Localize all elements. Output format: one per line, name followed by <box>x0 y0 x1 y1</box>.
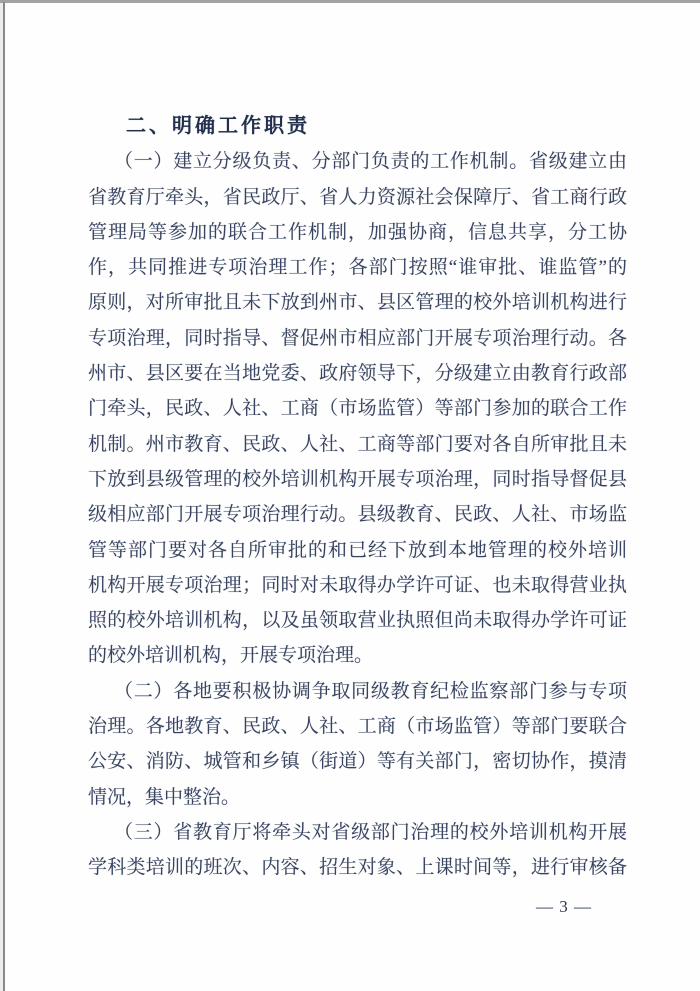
body-line: 级相应部门开展专项治理行动。县级教育、民政、人社、市场监 <box>88 504 627 526</box>
body-line: 照的校外培训机构，以及虽领取营业执照但尚未取得办学许可证 <box>88 610 627 632</box>
body-line: 省教育厅牵头，省民政厅、省人力资源社会保障厅、省工商行政 <box>88 186 627 208</box>
body-line: 公安、消防、城管和乡镇（街道）等有关部门，密切协作，摸清 <box>88 751 627 773</box>
body-line: 管等部门要对各自所审批的和已经下放到本地管理的校外培训 <box>88 539 627 561</box>
section-heading: 二、明确工作职责 <box>126 115 310 137</box>
document-body <box>88 109 627 886</box>
body-line: 治理。各地教育、民政、人社、工商（市场监管）等部门要联合 <box>88 716 627 738</box>
body-line: 机构开展专项治理；同时对未取得办学许可证、也未取得营业执 <box>88 574 627 596</box>
body-line: 管理局等参加的联合工作机制，加强协商，信息共享，分工协 <box>88 221 627 243</box>
scan-edge-top <box>0 0 700 3</box>
body-line: 专项治理，同时指导、督促州市相应部门开展专项治理行动。各 <box>88 327 627 349</box>
body-line: 门牵头，民政、人社、工商（市场监管）等部门参加的联合工作 <box>88 398 627 420</box>
body-line: 作，共同推进专项治理工作；各部门按照“谁审批、谁监管”的 <box>88 257 627 279</box>
page-number: — 3 — <box>536 897 592 916</box>
body-line: 学科类培训的班次、内容、招生对象、上课时间等，进行审核备 <box>88 857 627 879</box>
body-line: （二）各地要积极协调争取同级教育纪检监察部门参与专项 <box>114 680 627 702</box>
body-line: （三）省教育厅将牵头对省级部门治理的校外培训机构开展 <box>114 821 627 843</box>
body-line: 的校外培训机构，开展专项治理。 <box>88 645 374 667</box>
body-line: 情况，集中整治。 <box>88 786 241 808</box>
body-line: 州市、县区要在当地党委、政府领导下，分级建立由教育行政部 <box>88 363 627 385</box>
body-line: 下放到县级管理的校外培训机构开展专项治理，同时指导督促县 <box>88 468 627 490</box>
body-line: 机制。州市教育、民政、人社、工商等部门要对各自所审批且未 <box>88 433 627 455</box>
body-line: （一）建立分级负责、分部门负责的工作机制。省级建立由 <box>114 151 627 173</box>
body-line: 原则，对所审批且未下放到州市、县区管理的校外培训机构进行 <box>88 292 627 314</box>
scan-edge-left-line <box>3 2 5 991</box>
